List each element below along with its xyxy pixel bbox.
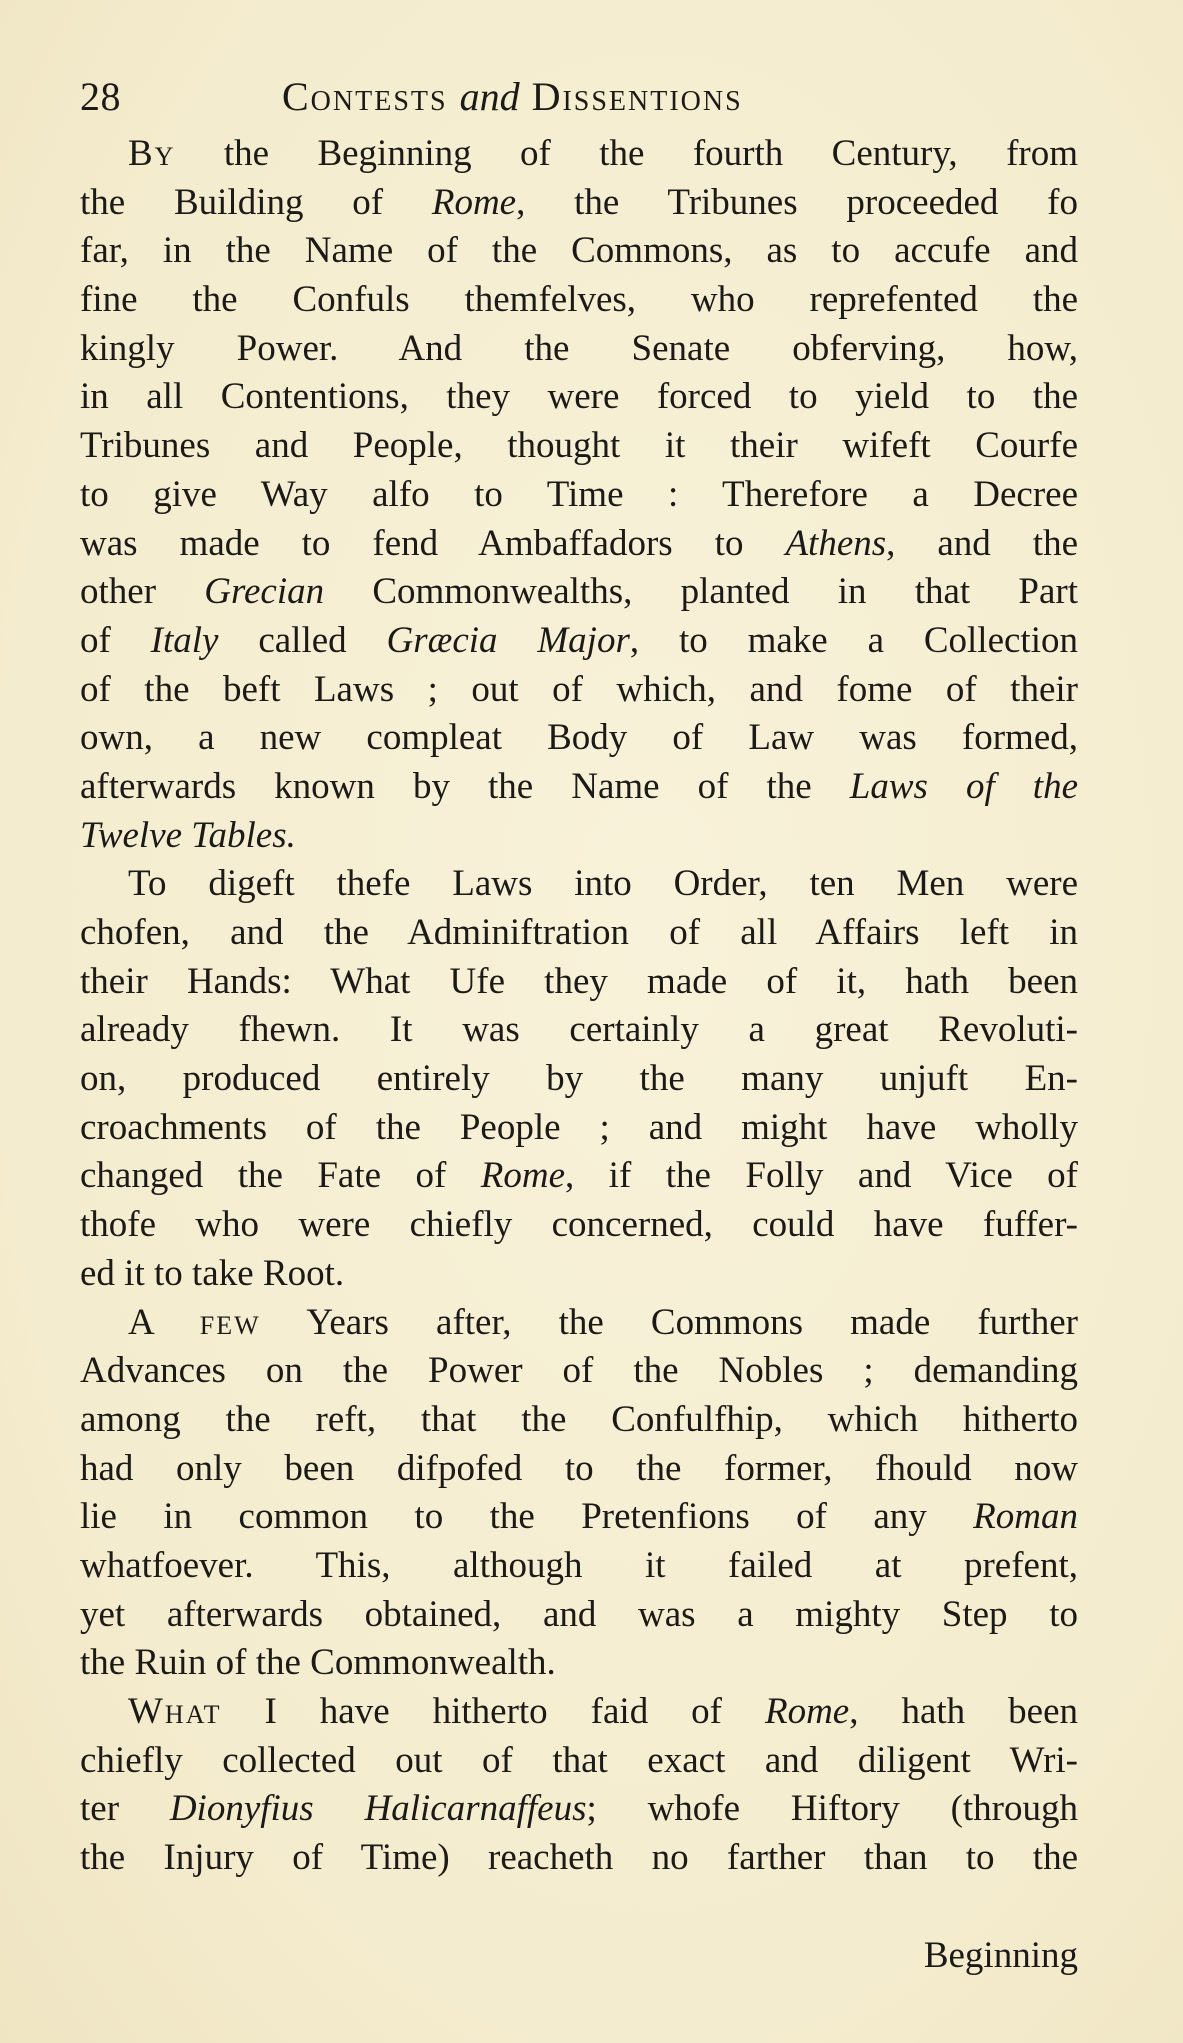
- text-line: [80, 471, 1078, 520]
- running-title-part1: Contests: [282, 74, 448, 119]
- text-line: [80, 1201, 1078, 1250]
- text-line: [80, 909, 1078, 958]
- text-line: [80, 1250, 1078, 1299]
- text-segment: I have hitherto faid of: [221, 1691, 765, 1732]
- text-segment: the Beginning of the fourth Century, from: [175, 133, 1078, 174]
- running-title-and: and: [459, 74, 520, 119]
- page-number: 28: [80, 74, 121, 119]
- text-line: [80, 1152, 1078, 1201]
- text-line: [80, 568, 1078, 617]
- text-segment: the Building of: [80, 181, 432, 223]
- text-segment: ter: [80, 1788, 170, 1830]
- text-line: [80, 276, 1078, 325]
- italic-text: Roman: [973, 1496, 1078, 1538]
- text-line: [80, 1785, 1078, 1834]
- text-line: [80, 373, 1078, 422]
- text-segment: the Ruin of the Commonwealth.: [80, 1642, 556, 1684]
- text-line: [80, 1299, 1078, 1348]
- text-segment: To digeft thefe Laws into Order, ten Men were: [128, 863, 1078, 905]
- text-segment: far, in the Name of the Commons, as to accufe and: [80, 230, 1078, 272]
- italic-text: Grecian: [204, 571, 325, 613]
- italic-text: Italy: [150, 619, 219, 661]
- catchword: Beginning: [923, 1935, 1078, 1976]
- text-line: [80, 860, 1078, 909]
- text-segment: their Hands: What Ufe they made of it, hath been: [80, 960, 1078, 1002]
- text-line: [80, 227, 1078, 276]
- text-segment: , to make a Collection: [629, 619, 1078, 661]
- text-line: [80, 617, 1078, 666]
- text-segment: Advances on the Power of the Nobles ; demanding: [80, 1350, 1078, 1392]
- text-segment: had only been difpofed to the former, fhould now: [80, 1447, 1078, 1489]
- small-caps-text: few: [199, 1301, 261, 1343]
- italic-text: Athens: [785, 522, 887, 564]
- text-line: [80, 1104, 1078, 1153]
- italic-text: Rome: [480, 1155, 565, 1197]
- text-segment: was made to fend Ambaffadors to: [80, 522, 786, 564]
- text-line: [80, 1737, 1078, 1786]
- text-line: [80, 325, 1078, 374]
- italic-text: Rome: [764, 1691, 850, 1732]
- text-line: [80, 1591, 1078, 1640]
- italic-text: Rome: [431, 181, 517, 223]
- running-title: [282, 72, 743, 122]
- text-line: [80, 1688, 1078, 1737]
- text-segment: other: [80, 571, 205, 613]
- text-segment: chofen, and the Adminiftration of all Affairs left in: [80, 912, 1078, 953]
- text-segment: own, a new compleat Body of Law was formed,: [80, 717, 1078, 759]
- text-segment: Tribunes and People, thought it their wifeft Courfe: [80, 425, 1078, 467]
- text-line: [80, 763, 1078, 812]
- text-segment: chiefly collected out of that exact and diligent Wri-: [80, 1739, 1078, 1781]
- text-segment: changed the Fate of: [80, 1155, 481, 1197]
- text-segment: kingly Power. And the Senate obferving, how,: [80, 327, 1078, 369]
- text-segment: of the beft Laws ; out of which, and fome of their: [80, 668, 1078, 710]
- text-segment: of: [80, 619, 151, 661]
- text-segment: thofe who were chiefly concerned, could have fuffer-: [80, 1204, 1078, 1246]
- text-segment: , the Tribunes proceeded fo: [516, 181, 1078, 223]
- text-line: [80, 130, 1078, 179]
- text-line: [80, 1055, 1078, 1104]
- text-segment: on, produced entirely by the many unjuft En-: [80, 1058, 1078, 1100]
- running-header: [80, 72, 1080, 122]
- text-segment: among the reft, that the Confulfhip, which hitherto: [80, 1398, 1078, 1440]
- text-segment: A: [128, 1301, 200, 1343]
- italic-text: Dionyfius Halicarnaffeus: [169, 1788, 587, 1830]
- text-line: [80, 520, 1078, 569]
- text-segment: Commonwealths, planted in that Part: [324, 571, 1078, 613]
- text-segment: ed it to take Root.: [80, 1252, 345, 1294]
- text-line: [80, 958, 1078, 1007]
- text-line: [80, 1493, 1078, 1542]
- italic-text: Græcia Major: [386, 619, 630, 661]
- text-segment: Years after, the Commons made further: [260, 1301, 1078, 1343]
- text-segment: lie in common to the Pretenfions of any: [80, 1496, 974, 1538]
- text-segment: , and the: [886, 522, 1079, 564]
- small-caps-text: What: [128, 1691, 222, 1732]
- text-line: [80, 1006, 1078, 1055]
- text-segment: in all Contentions, they were forced to yield to the: [80, 376, 1078, 418]
- text-line: [80, 1639, 1078, 1688]
- text-line: [80, 666, 1078, 715]
- text-segment: afterwards known by the Name of the: [80, 765, 850, 807]
- text-segment: croachments of the People ; and might have wholly: [80, 1106, 1078, 1148]
- body-text: [80, 130, 1078, 1883]
- text-segment: the Injury of Time) reacheth no farther than to the: [80, 1837, 1078, 1879]
- text-line: [80, 1396, 1078, 1445]
- text-line: [80, 422, 1078, 471]
- text-segment: fine the Confuls themfelves, who reprefented the: [80, 279, 1078, 321]
- text-segment: yet afterwards obtained, and was a mighty Step to: [80, 1593, 1078, 1635]
- text-line: [80, 1445, 1078, 1494]
- italic-text: Laws of the: [849, 765, 1079, 807]
- text-segment: ; whofe Hiftory (through: [586, 1788, 1078, 1830]
- running-title-part2: Dissentions: [531, 74, 743, 119]
- text-line: [80, 1834, 1078, 1883]
- small-caps-text: By: [128, 133, 176, 174]
- text-segment: to give Way alfo to Time : Therefore a Decree: [80, 473, 1078, 515]
- text-segment: , if the Folly and Vice of: [565, 1155, 1079, 1197]
- text-line: [80, 812, 1078, 861]
- text-line: [80, 714, 1078, 763]
- italic-text: Twelve Tables.: [80, 814, 296, 856]
- text-segment: whatfoever. This, although it failed at prefent,: [80, 1544, 1078, 1586]
- text-line: [80, 1542, 1078, 1591]
- text-segment: already fhewn. It was certainly a great Revoluti-: [80, 1009, 1078, 1051]
- text-line: [80, 1347, 1078, 1396]
- text-segment: called: [218, 619, 387, 661]
- text-line: [80, 179, 1078, 228]
- text-segment: , hath been: [849, 1691, 1078, 1732]
